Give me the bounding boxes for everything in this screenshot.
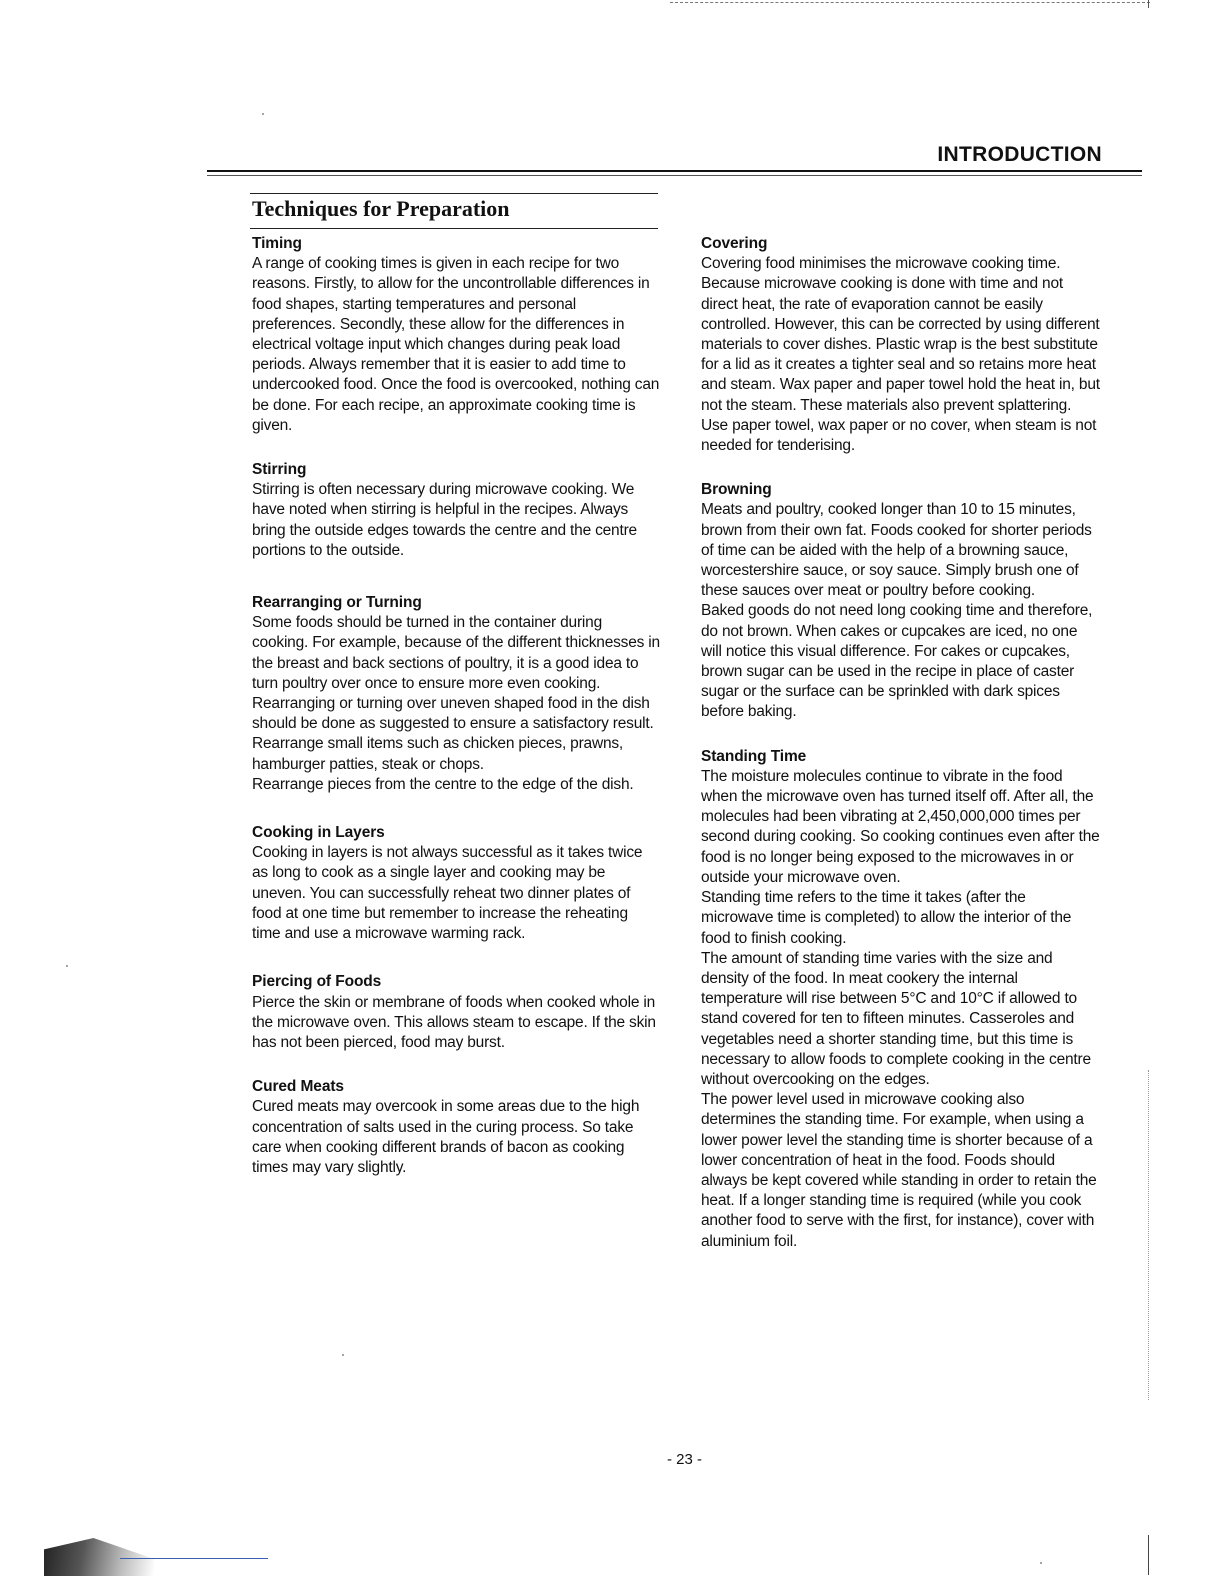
section-heading: Standing Time <box>701 747 807 765</box>
section-covering <box>701 234 1101 456</box>
header-rule-thin <box>207 175 1142 176</box>
section-heading: Piercing of Foods <box>252 973 382 991</box>
section-paragraph: Baked goods do not need long cooking time and therefore, do not brown. When cakes or cupcakes are iced, no one will notice this visual difference. For cakes or cupcakes, brown sugar can be used in the recipe in place of caster sugar or the surface can be sprinkled with dark spices before baking. <box>701 602 1093 721</box>
section-heading: Timing <box>252 235 302 252</box>
section-heading: Stirring <box>252 461 307 479</box>
section-paragraph: Rearrange small items such as chicken pieces, prawns, hamburger patties, steak or chops. <box>252 735 624 773</box>
section-paragraph: Standing time refers to the time it takes (after the microwave time is completed) to allow the interior of the food to finish cooking. <box>701 889 1072 947</box>
page-number: - 23 - <box>666 1451 702 1468</box>
section-heading: Browning <box>701 481 772 499</box>
section-paragraph: The moisture molecules continue to vibrate in the food when the microwave oven has turned itself off. After all, the molecules had been vibrating at 2,450,000,000 times per second during cooking. So cooking continues even after the food is no longer being exposed to the microwaves in or outside your microwave oven. <box>701 767 1100 886</box>
section-piercing-of-foods <box>252 972 660 1053</box>
section-paragraph: Meats and poultry, cooked longer than 10 to 15 minutes, brown from their own fat. Foods cooked for shorter periods of time can be aided with the help of a browning sauce, worcestershire sauce, or soy sauce. Simply brush one of these sauces over meat or poultry before cooking. <box>701 501 1092 600</box>
section-paragraph: Covering food minimises the microwave cooking time. <box>701 255 1061 273</box>
heading-bottom-rule <box>250 228 658 229</box>
section-heading: Covering <box>701 235 768 252</box>
section-paragraph: The amount of standing time varies with the size and density of the food. In meat cookery the internal temperature will rise between 5°C and 10°C if allowed to stand covered for ten to fifteen minutes. Casseroles and vegetables need a shorter standing time, but this time is necessary to allow foods to complete cooking in the centre without overcooking on the edges. <box>701 949 1091 1088</box>
scan-edge-line <box>670 2 1150 3</box>
scan-margin-mark <box>1148 1535 1149 1575</box>
scan-speck <box>66 965 68 967</box>
section-paragraph: A range of cooking times is given in each recipe for two reasons. Firstly, to allow for the uncontrollable differences in food shapes, starting temperatures and personal preferences. Secondly, these allow for the differences in electrical voltage input which changes during peak load periods. Always remember that it is easier to add time to undercooked food. Once the food is overcooked, nothing can be done. For each recipe, an approximate cooking time is given. <box>252 255 660 434</box>
section-heading: Cooking in Layers <box>252 824 385 842</box>
right-column <box>701 234 1101 1252</box>
scan-speck <box>262 113 264 115</box>
scan-edge-mark <box>1148 0 1149 8</box>
heading-top-rule <box>250 193 658 194</box>
section-paragraph: Because microwave cooking is done with time and not direct heat, the rate of evaporation cannot be easily controlled. However, this can be corrected by using different materials to cover dishes. Plastic wrap is the best substitute for a lid as it creates a tighter seal and so retains more heat and steam. Wax paper and paper towel hold the heat in, but not the steam. These materials also prevent splattering. Use paper towel, wax paper or no cover, when steam is not needed for tenderising. <box>701 275 1100 455</box>
section-paragraph: Some foods should be turned in the container during cooking. For example, because of the different thicknesses in the breast and back sections of poultry, it is a good idea to turn poultry over once to ensure more even cooking. <box>252 614 660 692</box>
section-standing-time <box>701 747 1101 1252</box>
section-cured-meats <box>252 1077 660 1178</box>
left-column <box>252 234 660 1178</box>
section-paragraph: Rearrange pieces from the centre to the edge of the dish. <box>252 775 634 793</box>
section-heading: Rearranging or Turning <box>252 594 422 612</box>
scan-corner-smudge <box>44 1538 154 1576</box>
page-heading: Techniques for Preparation <box>252 196 510 221</box>
section-paragraph: The power level used in microwave cooking also determines the standing time. For example, when using a lower power level the standing time is shorter because of a lower concentration of heat in the food. Foods should always be kept covered while standing in order to retain the heat. If a longer standing time is required (while you cook another food to serve with the first, for instance), cover with aluminium foil. <box>701 1091 1097 1250</box>
scan-speck <box>342 1354 344 1356</box>
section-browning <box>701 480 1101 722</box>
scan-margin-dots <box>1148 1070 1149 1400</box>
section-paragraph: Cured meats may overcook in some areas due to the high concentration of salts used in the curing process. So take care when cooking different brands of bacon as cooking times may vary slightly. <box>252 1098 640 1176</box>
section-cooking-in-layers <box>252 823 660 944</box>
section-heading: Cured Meats <box>252 1078 344 1096</box>
section-rearranging <box>252 593 660 795</box>
section-paragraph: Cooking in layers is not always successful as it takes twice as long to cook as a single layer and cooking may be uneven. You can successfully reheat two dinner plates of food at one time but remember to increase the reheating time and use a microwave warming rack. <box>252 844 643 943</box>
section-stirring <box>252 460 660 561</box>
header-rule <box>207 170 1142 172</box>
section-paragraph: Stirring is often necessary during microwave cooking. We have noted when stirring is helpful in the recipes. Always bring the outside edges towards the centre and the centre portions to the outside. <box>252 481 637 559</box>
section-title: INTRODUCTION <box>937 143 1102 166</box>
section-paragraph: Pierce the skin or membrane of foods when cooked whole in the microwave oven. This allows steam to escape. If the skin has not been pierced, food may burst. <box>252 993 656 1051</box>
section-paragraph: Rearranging or turning over uneven shaped food in the dish should be done as suggested to ensure a satisfactory result. <box>252 695 654 733</box>
section-timing <box>252 234 660 436</box>
scan-corner-line <box>120 1558 268 1559</box>
scan-speck <box>1040 1562 1042 1564</box>
